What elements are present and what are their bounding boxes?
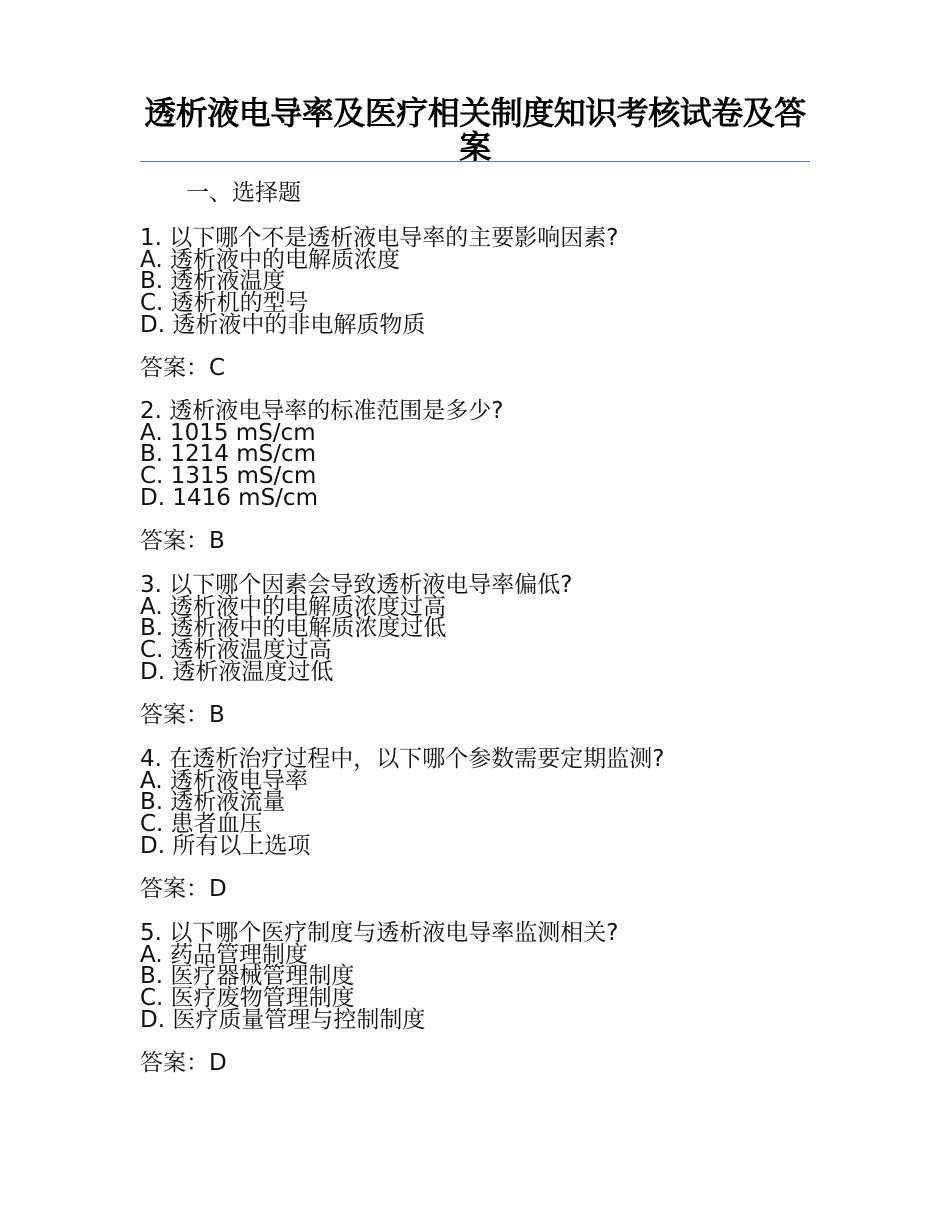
answer: 答案：B <box>140 702 225 728</box>
option-a: A. 透析液电导率 <box>140 767 308 794</box>
option-d: D. 所有以上选项 <box>140 832 311 859</box>
option-c: C. 1315 mS/cm <box>140 463 317 490</box>
answer: 答案：D <box>140 876 227 902</box>
question-stem: 1. 以下哪个不是透析液电导率的主要影响因素? <box>140 225 619 251</box>
question-stem: 3. 以下哪个因素会导致透析液电导率偏低? <box>140 572 573 598</box>
option-d: D. 1416 mS/cm <box>140 484 318 511</box>
option-c: C. 透析机的型号 <box>140 290 309 317</box>
question-stem: 5. 以下哪个医疗制度与透析液电导率监测相关? <box>140 920 619 946</box>
question-2 <box>140 398 840 561</box>
option-d: D. 透析液温度过低 <box>140 658 334 685</box>
option-a: A. 透析液中的电解质浓度 <box>140 246 400 273</box>
question-stem: 2. 透析液电导率的标准范围是多少? <box>140 398 504 424</box>
option-c: C. 患者血压 <box>140 811 263 838</box>
document-title: 透析液电导率及医疗相关制度知识考核试卷及答案 <box>144 94 806 166</box>
option-b: B. 透析液温度 <box>140 268 286 295</box>
option-a: A. 1015 mS/cm <box>140 419 316 446</box>
question-4 <box>140 746 840 909</box>
section-heading: 一、选择题 <box>186 180 301 206</box>
option-d: D. 医疗质量管理与控制制度 <box>140 1006 426 1033</box>
answer: 答案：C <box>140 355 226 381</box>
option-c: C. 透析液温度过高 <box>140 637 332 664</box>
question-1 <box>140 225 840 388</box>
option-b: B. 医疗器械管理制度 <box>140 963 355 990</box>
answer: 答案：B <box>140 528 225 554</box>
option-c: C. 医疗废物管理制度 <box>140 985 355 1012</box>
option-a: A. 透析液中的电解质浓度过高 <box>140 593 446 620</box>
question-3 <box>140 572 840 735</box>
question-stem: 4. 在透析治疗过程中，以下哪个参数需要定期监测? <box>140 746 665 772</box>
option-d: D. 透析液中的非电解质物质 <box>140 311 426 338</box>
title-underline <box>140 161 810 162</box>
option-b: B. 透析液中的电解质浓度过低 <box>140 615 447 642</box>
option-b: B. 1214 mS/cm <box>140 441 317 468</box>
option-a: A. 药品管理制度 <box>140 941 308 968</box>
answer: 答案：D <box>140 1050 227 1076</box>
question-5 <box>140 920 840 1083</box>
option-b: B. 透析液流量 <box>140 789 286 816</box>
